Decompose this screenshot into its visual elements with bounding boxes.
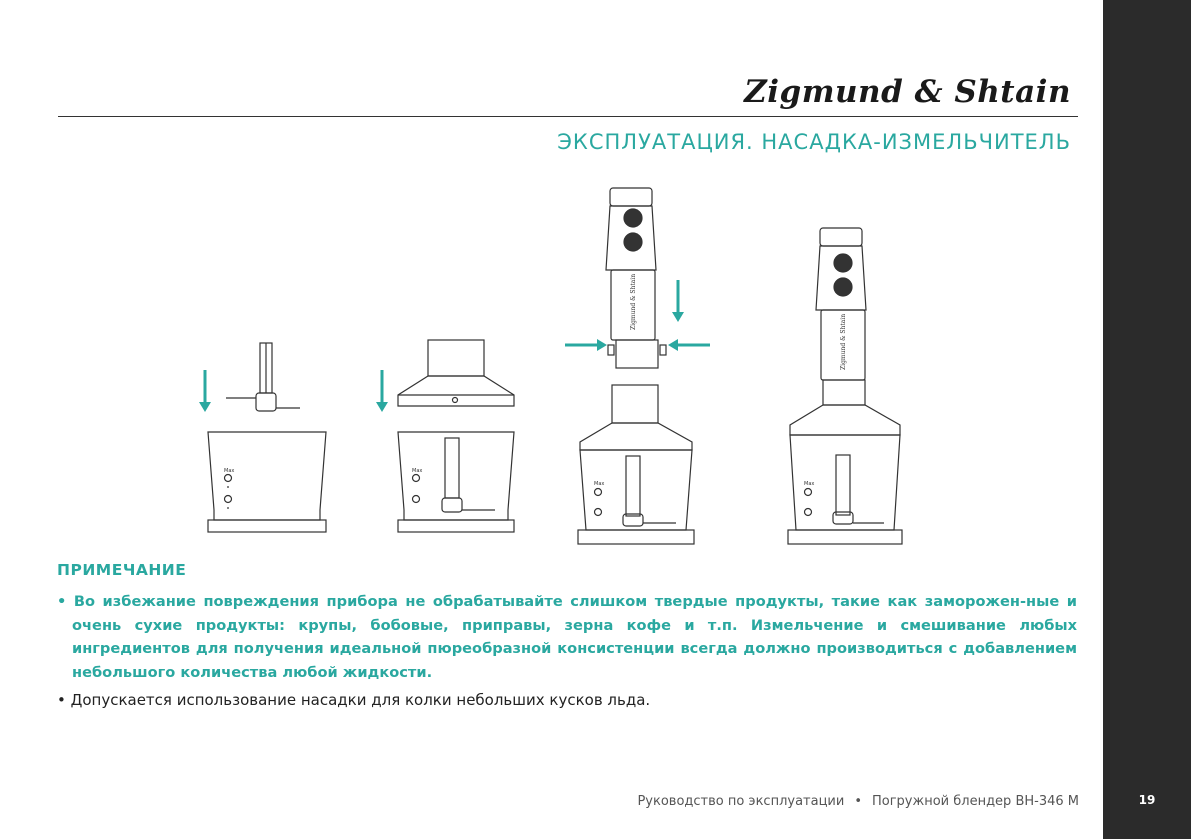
- footer-product: Погружной блендер BH-346 M: [872, 794, 1079, 809]
- bowl-max-label: Max: [804, 481, 815, 487]
- note-ice-text: • Допускается использование насадки для колки небольших кусков льда.: [57, 691, 651, 709]
- brand-logo: Zigmund & Shtain: [744, 74, 1071, 110]
- page-number: 19: [1138, 793, 1156, 807]
- note-warning-text: • Во избежание повреждения прибора не обрабатывайте слишком твердые продукты, такие как заморожен-ные и очень сухие продукты: крупы, бобовые, приправы, зерна кофе и т.п. Измельчение и смешивание любых ингредиентов для получения идеальной пюреобразной консистенции всегда должно производиться с добавлением небольшого количества любой жидкости.: [57, 593, 1077, 681]
- handle-brand-label: Zigmund & Shtain: [840, 313, 847, 370]
- bowl-max-label: Max: [224, 468, 235, 474]
- footer: [637, 794, 1079, 809]
- arrow-down-icon: [199, 370, 211, 412]
- arrow-right-icon: [565, 339, 607, 351]
- step-2-bowl: [398, 432, 514, 532]
- header-rule: [58, 116, 1078, 117]
- side-bar: [1103, 0, 1191, 839]
- note-title: ПРИМЕЧАНИЕ: [57, 561, 187, 579]
- chopper-assembly-illustration: [180, 180, 960, 555]
- section-title: ЭКСПЛУАТАЦИЯ. НАСАДКА-ИЗМЕЛЬЧИТЕЛЬ: [557, 130, 1071, 154]
- step-1-bowl: [208, 432, 326, 532]
- step-3-motor-unit: [606, 188, 666, 368]
- arrow-left-icon: [668, 339, 710, 351]
- arrow-down-icon: [376, 370, 388, 412]
- step-4-assembled-blender: [788, 228, 902, 544]
- step-1-blade: [226, 343, 300, 411]
- step-3-chopper: [578, 385, 694, 544]
- bowl-max-label: Max: [412, 468, 423, 474]
- step-2-lid: [398, 340, 514, 406]
- bowl-max-label: Max: [594, 481, 605, 487]
- footer-manual: Руководство по эксплуатации: [637, 794, 845, 809]
- footer-separator: •: [854, 794, 862, 809]
- handle-brand-label: Zigmund & Shtain: [630, 273, 637, 330]
- arrow-down-icon: [672, 280, 684, 322]
